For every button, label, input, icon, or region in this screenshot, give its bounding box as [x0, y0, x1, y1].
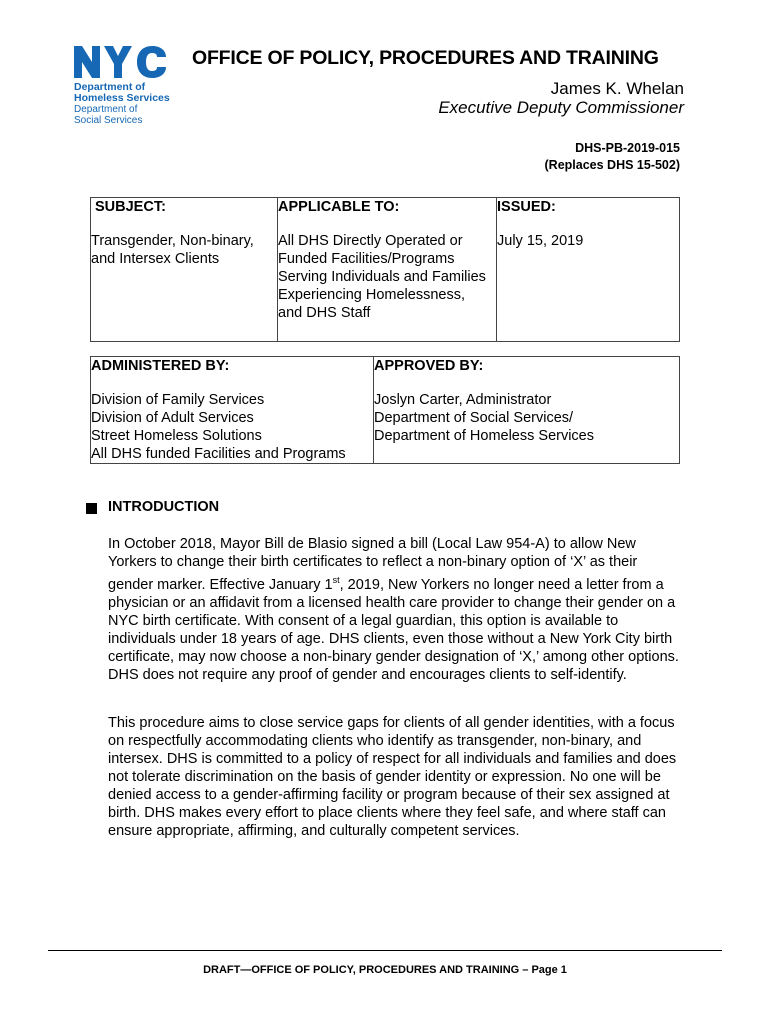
administered-line: Division of Family Services: [91, 392, 265, 408]
applicable-line: Funded Facilities/Programs: [278, 251, 455, 267]
logo-dept-line: Homeless Services: [74, 92, 170, 104]
administered-line: Street Homeless Solutions: [91, 428, 262, 444]
applicable-line: All DHS Directly Operated or: [278, 233, 463, 249]
applicable-line: Experiencing Homelessness,: [278, 287, 465, 303]
subject-value: and Intersex Clients: [91, 251, 220, 267]
approved-line: Department of Homeless Services: [374, 428, 594, 444]
footer-divider: [48, 950, 722, 951]
approved-label: APPROVED BY:: [374, 358, 484, 374]
department-name: [74, 82, 194, 126]
approved-line: Department of Social Services/: [374, 410, 574, 426]
document-number: DHS-PB-2019-015: [575, 141, 680, 155]
administration-table: [90, 356, 680, 464]
issued-label: ISSUED:: [497, 199, 556, 215]
subject-value: Transgender, Non-binary,: [91, 233, 254, 249]
administered-label: ADMINISTERED BY:: [91, 358, 230, 374]
applicable-line: Serving Individuals and Families: [278, 269, 486, 285]
document-number-block: [545, 140, 680, 174]
applicable-line: and DHS Staff: [278, 305, 371, 321]
nyc-dhs-logo: [72, 44, 190, 124]
introduction-paragraph-1: [108, 535, 686, 684]
replaces-note: (Replaces DHS 15-502): [544, 158, 680, 172]
administered-line: Division of Adult Services: [91, 410, 254, 426]
administered-line: All DHS funded Facilities and Programs: [91, 446, 346, 462]
commissioner-role: Executive Deputy Commissioner: [438, 98, 684, 117]
paragraph-text: In October 2018, Mayor Bill de Blasio signed a bill (Local Law 954-A) to allow New Yorkers to change their birth certificates to reflect a non-binary option of ‘X’ as their gender marker. Effective January 1: [108, 536, 638, 593]
nyc-wordmark-icon: [72, 44, 168, 80]
commissioner-name: James K. Whelan: [550, 79, 684, 98]
paragraph-text: , 2019, New Yorkers no longer need a letter from a physician or an affidavit from a licensed health care provider to change their gender on a NYC birth certificate. With consent of a legal guardian, this option is available to individuals under 18 years of age. DHS clients, even those without a New York City birth certificate, may now choose a non-binary gender designation of ‘X,’ among other options. DHS does not require any proof of gender and encourages clients to self-identify.: [108, 576, 679, 683]
issued-cell: [497, 198, 680, 342]
approved-line: Joslyn Carter, Administrator: [374, 392, 552, 408]
office-title: OFFICE OF POLICY, PROCEDURES AND TRAINING: [192, 47, 659, 69]
page-footer: DRAFT—OFFICE OF POLICY, PROCEDURES AND TRAINING – Page 1: [203, 964, 567, 976]
subject-cell: [91, 198, 278, 342]
section-bullet-icon: [86, 503, 97, 514]
logo-dept-line: Social Services: [74, 115, 143, 126]
issued-value: July 15, 2019: [497, 233, 584, 249]
logo-dept-line: Department of: [74, 81, 146, 93]
introduction-heading: INTRODUCTION: [108, 499, 220, 515]
introduction-paragraph-2: This procedure aims to close service gaps for clients of all gender identities, with a focus on respectfully accommodating clients who identify as transgender, non-binary, and intersex. DHS is committed to a policy of respect for all individuals and families and does not tolerate discrimination on the basis of gender identity or expression. No one will be denied access to a gender-affirming facility or program because of their sex assigned at birth. DHS makes every effort to place clients where they feel safe, and where staff can ensure appropriate, affirming, and culturally competent services.: [108, 715, 677, 839]
approved-cell: [374, 357, 680, 464]
applicable-label: APPLICABLE TO:: [278, 199, 400, 215]
ordinal-suffix: st: [332, 575, 340, 585]
applicable-cell: [278, 198, 497, 342]
administered-cell: [91, 357, 374, 464]
subject-label: SUBJECT:: [95, 199, 166, 215]
logo-dept-line: Department of: [74, 104, 138, 115]
subject-table: [90, 197, 680, 342]
